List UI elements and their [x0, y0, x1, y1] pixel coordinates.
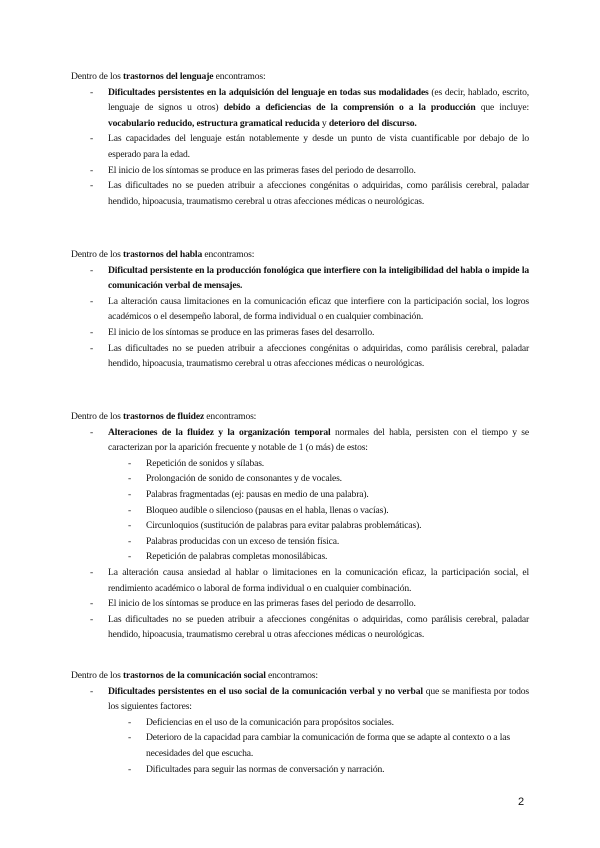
section-language-disorders: [71, 69, 529, 209]
sub-list-item: - Repetición de sonidos y sílabas.: [71, 456, 529, 472]
list-item: - La alteración causa ansiedad al hablar o limitaciones en la comunicación eficaz, la participación social, el rendimiento académico o laboral de forma individual o en cualquier combinación.: [71, 565, 529, 596]
text: que incluye:: [475, 102, 529, 114]
section-social-communication-disorders: [71, 668, 529, 777]
list-item: - El inicio de los síntomas se produce en las primeras fases del desarrollo.: [71, 325, 529, 341]
list-item: - Las dificultades no se pueden atribuir a afecciones congénitas o adquiridas, como parálisis cerebral, paladar hendido, hipoacusia, traumatismo cerebral u otras afecciones médicas o neurológicas.: [71, 178, 529, 209]
intro-text: encontramos:: [265, 670, 318, 681]
page-number: 2: [518, 796, 524, 808]
text: y: [319, 117, 329, 129]
intro-text: Dentro de los: [71, 670, 123, 681]
sub-list-item: - Palabras fragmentadas (ej: pausas en medio de una palabra).: [71, 487, 529, 503]
intro-text: encontramos:: [204, 411, 257, 422]
bold-text: Dificultades persistentes en la adquisición del lenguaje en todas sus modalidades: [108, 86, 429, 98]
bullet-list: [71, 684, 529, 778]
sub-list-item: - Bloqueo audible o silencioso (pausas en el habla, llenas o vacías).: [71, 503, 529, 519]
list-item: - El inicio de los síntomas se produce en las primeras fases del periodo de desarrollo.: [71, 163, 529, 179]
bold-text: Alteraciones de la fluidez y la organización temporal: [108, 426, 331, 438]
sub-list-item: - Dificultades para seguir las normas de conversación y narración.: [71, 762, 529, 778]
section-heading: trastornos de fluidez: [123, 411, 205, 422]
intro-text: Dentro de los: [71, 249, 123, 260]
intro-text: encontramos:: [202, 249, 255, 260]
list-item: - Las capacidades del lenguaje están notablemente y desde un punto de vista cuantificable por debajo de lo esperado para la edad.: [71, 131, 529, 162]
bold-text: debido a deficiencias de la comprensión o a la producción: [223, 102, 476, 114]
sub-list-item: - Prolongación de sonido de consonantes y de vocales.: [71, 471, 529, 487]
section-fluency-disorders: [71, 409, 529, 643]
text: que se manifiesta por todos los siguientes factores:: [108, 685, 529, 713]
sub-list-item: - Circunloquios (sustitución de palabras para evitar palabras problemáticas).: [71, 518, 529, 534]
sub-list-item: - Palabras producidas con un exceso de tensión física.: [71, 534, 529, 550]
bold-text: Dificultades persistentes en el uso social de la comunicación verbal y no verbal: [108, 685, 423, 697]
intro-text: Dentro de los: [71, 71, 123, 82]
list-item: - Las dificultades no se pueden atribuir a afecciones congénitas o adquiridas, como parálisis cerebral, paladar hendido, hipoacusia, traumatismo cerebral u otras afecciones médicas o neurológicas.: [71, 341, 529, 372]
list-item: - La alteración causa limitaciones en la comunicación eficaz que interfiere con la participación social, los logros académicos o el desempeño laboral, de forma individual o en cualquier combinación.: [71, 294, 529, 325]
list-item: - El inicio de los síntomas se produce en las primeras fases del periodo de desarrollo.: [71, 596, 529, 612]
bullet-list: [71, 85, 529, 210]
section-intro: [71, 247, 529, 263]
section-intro: [71, 409, 529, 425]
section-heading: trastornos de la comunicación social: [123, 670, 266, 681]
text: (es decir, hablado, escrito, lenguaje de signos u otros): [108, 86, 529, 114]
section-heading: trastornos del lenguaje: [123, 71, 214, 82]
section-intro: [71, 69, 529, 85]
section-intro: [71, 668, 529, 684]
bullet-list: [71, 263, 529, 372]
text: normales del habla, persisten con el tiempo y se caracterizan por la aparición frecuente y notable de 1 (o más) de estos:: [108, 426, 530, 454]
sub-list-item: - Repetición de palabras completas monosilábicas.: [71, 549, 529, 565]
bold-text: deterioro del discurso.: [328, 117, 417, 129]
list-item: - Las dificultades no se pueden atribuir a afecciones congénitas o adquiridas, como parálisis cerebral, paladar hendido, hipoacusia, traumatismo cerebral u otras afecciones médicas o neurológicas.: [71, 612, 529, 643]
bold-text: vocabulario reducido, estructura gramatical reducida: [108, 117, 320, 129]
bullet-list: [71, 425, 529, 643]
intro-text: Dentro de los: [71, 411, 123, 422]
list-item: [71, 684, 529, 715]
intro-text: encontramos:: [213, 71, 266, 82]
section-speech-disorders: [71, 247, 529, 372]
list-item: [71, 85, 529, 132]
list-item: [71, 263, 529, 294]
bold-text: Dificultad persistente en la producción fonológica que interfiere con la inteligibilidad del habla o impide la comunicación verbal de mensajes.: [108, 264, 529, 292]
sub-list-item: - Deterioro de la capacidad para cambiar la comunicación de forma que se adapte al contexto o a las necesidades del que escucha.: [71, 730, 529, 761]
list-item: [71, 425, 529, 456]
sub-list-item: - Deficiencias en el uso de la comunicación para propósitos sociales.: [71, 715, 529, 731]
section-heading: trastornos del habla: [123, 249, 203, 260]
